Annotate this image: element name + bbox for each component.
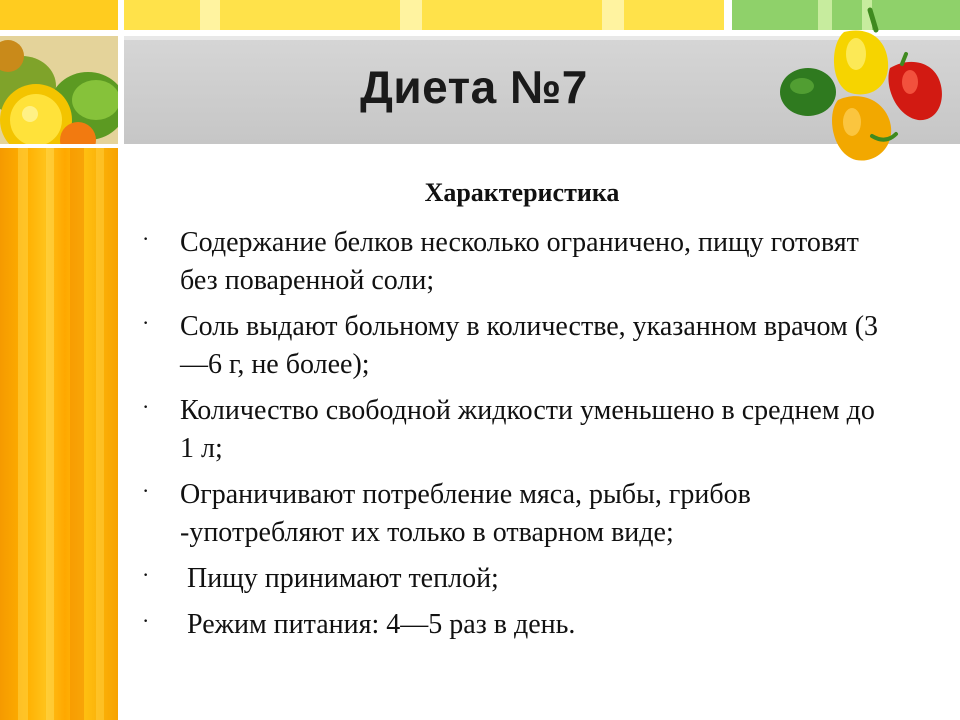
list-item-text: Режим питания: 4—5 раз в день. xyxy=(180,609,576,640)
bullet-marker: · xyxy=(142,226,150,251)
list-item xyxy=(140,606,880,644)
list-item-text: Содержание белков несколько ограничено, пищу готовят без поваренной соли; xyxy=(180,227,859,296)
list-item-text: Количество свободной жидкости уменьшено в среднем до 1 л; xyxy=(180,395,875,464)
page-title: Диета №7 xyxy=(360,61,588,113)
list-item-text: Соль выдают больному в количестве, указанном врачом (3—6 г, не более); xyxy=(180,311,879,380)
bullet-marker: · xyxy=(142,394,150,419)
bullet-list xyxy=(140,224,880,652)
list-item xyxy=(140,476,880,552)
list-item xyxy=(140,560,880,598)
left-orange-band xyxy=(0,148,118,720)
bullet-marker: · xyxy=(142,478,150,503)
bell-peppers-image xyxy=(772,4,952,174)
list-item xyxy=(140,392,880,468)
section-heading: Характеристика xyxy=(424,178,620,207)
list-item-text: Пищу принимают теплой; xyxy=(180,563,499,594)
bullet-marker: · xyxy=(142,608,150,633)
citrus-fruits-image xyxy=(0,36,118,144)
list-item xyxy=(140,308,880,384)
bullet-marker: · xyxy=(142,562,150,587)
bullet-marker: · xyxy=(142,310,150,335)
list-item-text: Ограничивают потребление мяса, рыбы, грибов -употребляют их только в отварном виде; xyxy=(180,479,751,548)
list-item xyxy=(140,224,880,300)
